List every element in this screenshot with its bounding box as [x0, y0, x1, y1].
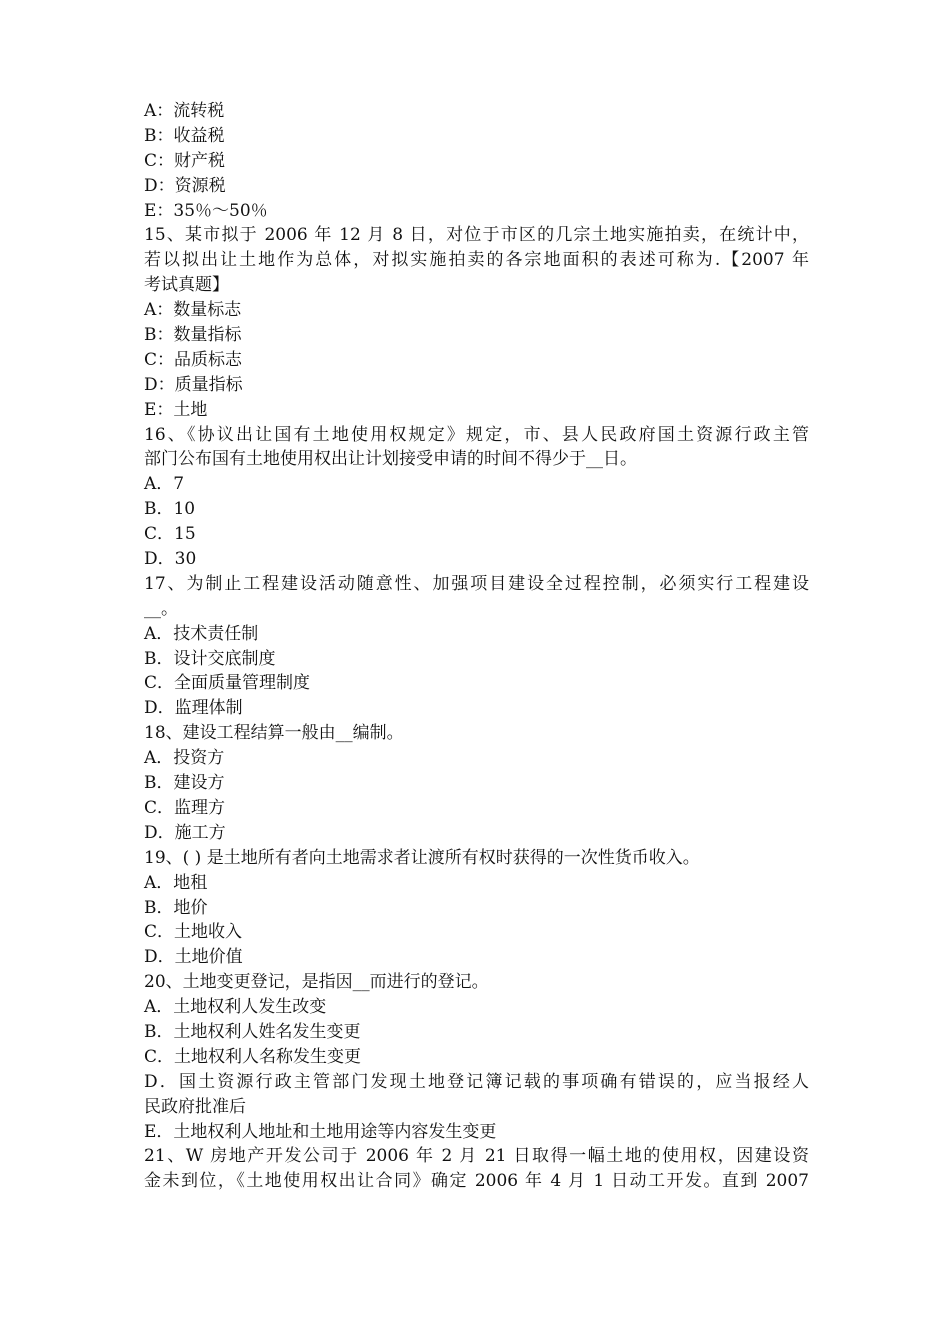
question-16-text: 部门公布国有土地使用权出让计划接受申请的时间不得少于__日。 [144, 449, 637, 470]
document-body [144, 99, 809, 1194]
option-line: D：质量指标 [144, 374, 243, 395]
option-line: C．监理方 [144, 797, 226, 818]
option-line: C．土地权利人名称发生变更 [144, 1046, 362, 1067]
question-16-text: 16、《协议出让国有土地使用权规定》规定，市、县人民政府国土资源行政主管 [144, 424, 809, 445]
question-15-text: 考试真题】 [144, 275, 229, 296]
option-line: A：数量标志 [144, 300, 242, 321]
option-line: B．10 [144, 499, 196, 520]
question-19-text: 19、( ) 是土地所有者向土地需求者让渡所有权时获得的一次性货币收入。 [144, 847, 700, 868]
option-line: B．设计交底制度 [144, 648, 276, 669]
option-line: A．7 [144, 474, 185, 495]
option-line: E：35％～50％ [144, 200, 268, 221]
question-21-text: 21、W 房地产开发公司于 2006 年 2 月 21 日取得一幅土地的使用权，因建设资 [144, 1146, 809, 1167]
option-line: E．土地权利人地址和土地用途等内容发生变更 [144, 1121, 497, 1142]
option-line: D．国土资源行政主管部门发现土地登记簿记载的事项确有错误的，应当报经人 [144, 1071, 809, 1092]
option-line: A．土地权利人发生改变 [144, 997, 327, 1018]
option-line: D．30 [144, 549, 197, 570]
option-line: D．土地价值 [144, 947, 243, 968]
option-line: D：资源税 [144, 175, 226, 196]
option-line: C：品质标志 [144, 349, 243, 370]
question-21-text: 金未到位，《土地使用权出让合同》确定 2006 年 4 月 1 日动工开发。直到 2007 [144, 1171, 809, 1192]
question-20-text: 20、土地变更登记，是指因__而进行的登记。 [144, 972, 489, 993]
option-line: 民政府批准后 [144, 1096, 246, 1117]
question-17-text: __。 [144, 598, 178, 619]
question-15-text: 若以拟出让土地作为总体，对拟实施拍卖的各宗地面积的表述可称为.【2007 年 [144, 250, 809, 271]
option-line: C．全面质量管理制度 [144, 673, 311, 694]
option-line: A．技术责任制 [144, 623, 259, 644]
option-line: D．施工方 [144, 822, 226, 843]
option-line: C．土地收入 [144, 922, 243, 943]
option-line: C．15 [144, 524, 196, 545]
option-line: D．监理体制 [144, 698, 243, 719]
question-18-text: 18、建设工程结算一般由__编制。 [144, 723, 404, 744]
option-line: B．建设方 [144, 773, 225, 794]
option-line: A．地租 [144, 872, 208, 893]
option-line: B．地价 [144, 897, 208, 918]
question-17-text: 17、为制止工程建设活动随意性、加强项目建设全过程控制，必须实行工程建设 [144, 573, 809, 594]
option-line: A：流转税 [144, 101, 225, 121]
question-15-text: 15、某市拟于 2006 年 12 月 8 日，对位于市区的几宗土地实施拍卖，在统计中， [144, 225, 809, 246]
option-line: B．土地权利人姓名发生变更 [144, 1021, 361, 1042]
option-line: A．投资方 [144, 748, 225, 769]
option-line: B：收益税 [144, 125, 225, 146]
option-line: E：土地 [144, 399, 208, 420]
option-line: B：数量指标 [144, 325, 242, 346]
option-line: C：财产税 [144, 150, 226, 171]
